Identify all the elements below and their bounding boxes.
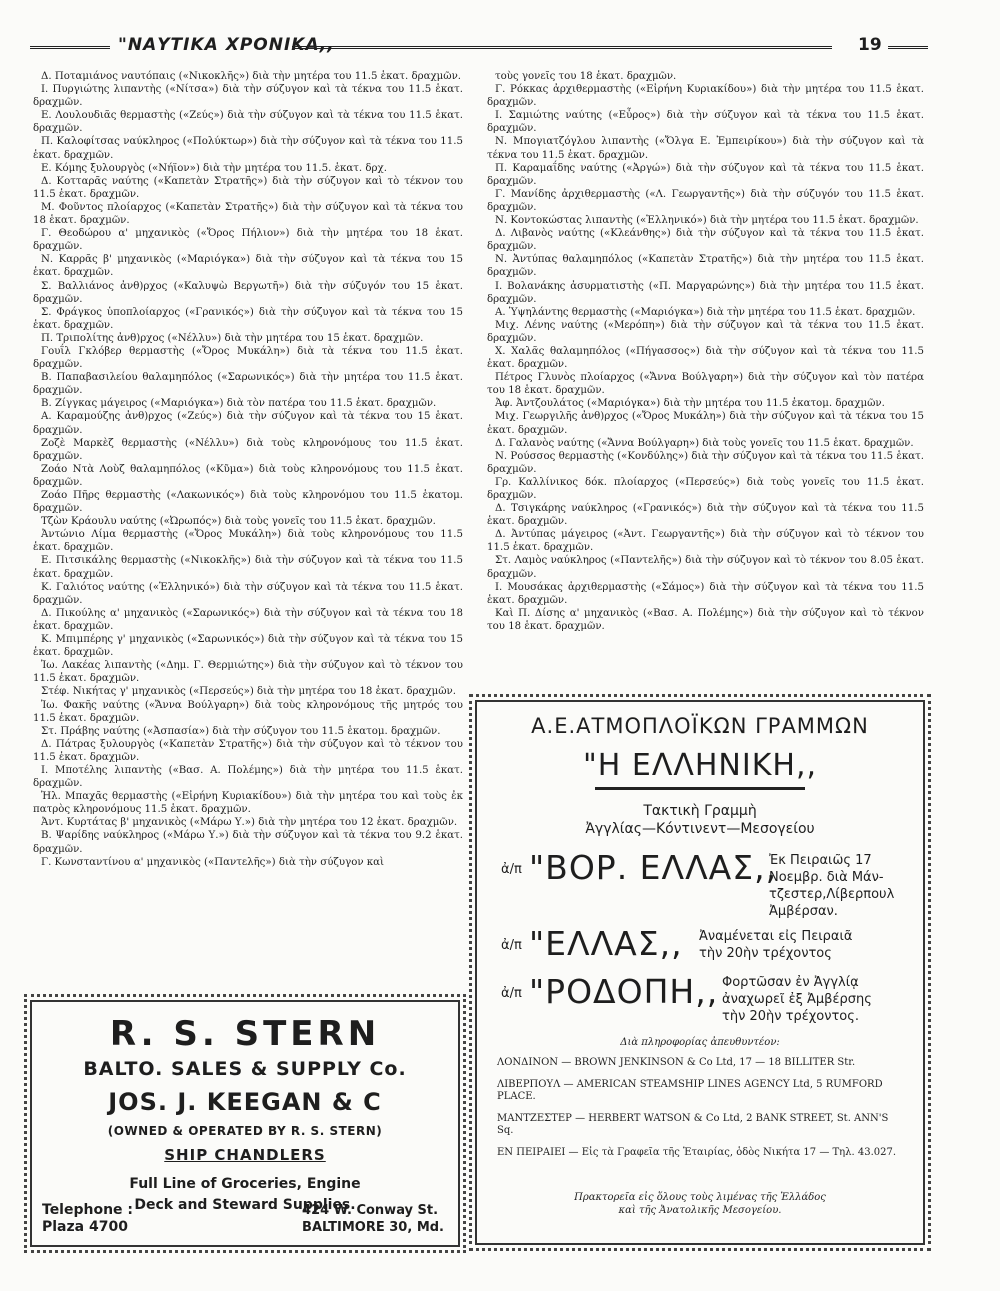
compensation-entry: Πέτρος Γλυνὸς πλοίαρχος («Ἄννα Βούλγαρη») διὰ τὴν σύζυγον καὶ τὸν πατέρα του 18 ἑκατ. δραχμῶν.: [487, 372, 924, 397]
hellenic-line2: Ἀγγλίας—Κόντινεντ—Μεσογείου: [585, 821, 815, 837]
offices-line2: καὶ τῆς Ἀνατολικῆς Μεσογείου.: [618, 1204, 782, 1216]
compensation-entry: Ι. Βολανάκης ἀσυρματιστὴς («Π. Μαργαρώνης») διὰ τὴν μητέρα του 11.5 ἑκατ. δραχμῶν.: [487, 280, 924, 305]
compensation-entry: Ν. Ρούσσος θερμαστὴς («Κονδύλης») διὰ τὴν σύζυγον καὶ τὰ τέκνα του 11.5 ἑκατ. δραχμῶν.: [487, 450, 924, 475]
stern-advertisement: [30, 1000, 460, 1247]
compensation-entry: Ζοάο Ντὰ Λοὺζ θαλαμηπόλος («Κῦμα») διὰ τοὺς κληρονόμους του 11.5 ἑκατ. δραχμῶν.: [33, 463, 463, 488]
agent-piraeus: ΕΝ ΠΕΙΡΑΙΕΙ — Εἰς τὰ Γραφεῖα τῆς Ἑταιρίας, ὁδὸς Νικήτα 17 — Τηλ. 43.027.: [497, 1146, 897, 1158]
compensation-entry: Α. Ὑψηλάντης θερμαστὴς («Μαριόγκα») διὰ τὴν μητέρα του 11.5 ἑκατ. δραχμῶν.: [495, 306, 916, 318]
stern-tel-number: Plaza 4700: [42, 1219, 128, 1235]
stern-name2: JOS. J. KEEGAN & C: [108, 1088, 382, 1116]
hellenic-offices: [477, 1192, 923, 1217]
compensation-entry: Μιχ. Λένης ναύτης («Μερόπη») διὰ τὴν σύζυγον καὶ τὰ τέκνα του 11.5 ἑκατ. δραχμῶν.: [487, 319, 924, 344]
compensation-entry: Καὶ Π. Δίσης α' μηχανικὸς («Βασ. Α. Πολέμης») διὰ τὴν σύζυγον καὶ τὸ τέκνον του 18 ἑκατ. δραχμῶν.: [487, 607, 924, 632]
ship-desc-line: τὴν 20ὴν τρέχοντος.: [722, 1009, 860, 1024]
compensation-entry: Τζὼν Κράουλυ ναύτης («Ὠρωπός») διὰ τοὺς γονεῖς του 11.5 ἑκατ. δραχμῶν.: [41, 516, 436, 528]
ship-name: "ΡΟΔΟΠΗ,,: [529, 972, 719, 1011]
ship-desc-line: Νοεμβρ. διὰ Μάν-: [769, 870, 884, 885]
hellenic-company: Α.Ε.ΑΤΜΟΠΛΟΪΚΩΝ ΓΡΑΜΜΩΝ: [531, 714, 869, 738]
compensation-entry: Μιχ. Γεωργιλῆς ἀνθ)ρχος («Ὄρος Μυκάλη») διὰ τὴν σύζυγον καὶ τὰ τέκνα του 15 ἑκατ. δραχμῶν.: [487, 411, 924, 436]
compensation-entry: Ἰω. Λακέας λιπαντὴς («Δημ. Γ. Θερμιώτης») διὰ τὴν σύζυγον καὶ τὸ τέκνον του 11.5 ἑκατ. δραχμῶν.: [33, 660, 463, 685]
ship-name: "ΒΟΡ. ΕΛΛΑΣ,,: [529, 848, 778, 887]
compensation-entry: Π. Τριπολίτης ἀνθ)ρχος («Νέλλυ») διὰ τὴν μητέρα του 15 ἑκατ. δραχμῶν.: [41, 332, 424, 344]
compensation-entry: Δ. Ἀντύπας μάγειρος («Ἀντ. Γεωργαντῆς») διὰ τὴν σύζυγον καὶ τὸ τέκνον του 11.5 ἑκατ. δραχμῶν.: [487, 529, 924, 554]
compensation-entry: Γουΐλ Γκλόβερ θερμαστὴς («Ὄρος Μυκάλη») διὰ τὰ τέκνα του 11.5 ἑκατ. δραχμῶν.: [33, 345, 463, 371]
compensation-entry: Β. Ψαρίδης ναύκληρος («Μάρω Υ.») διὰ τὴν σύζυγον καὶ τὰ τέκνα του 9.2 ἑκατ. δραχμῶν.: [33, 830, 463, 855]
compensation-entry: Ν. Κοντοκώστας λιπαντὴς («Ἑλληνικό») διὰ τὴν μητέρα του 11.5 ἑκατ. δραχμῶν.: [495, 215, 919, 227]
compensation-entry: Ν. Ἀντύπας θαλαμηπόλος («Καπετὰν Στρατῆς») διὰ τὴν μητέρα του 11.5 ἑκατ. δραχμῶν.: [487, 254, 924, 279]
compensation-entry: Ζοάο Πῆρς θερμαστὴς («Λακωνικός») διὰ τοὺς κληρονόμου του 11.5 ἑκατομ. δραχμῶν.: [33, 490, 463, 515]
magazine-title: "ΝΑΥΤΙΚΑ ΧΡΟΝΙΚΑ,,: [118, 35, 335, 55]
compensation-entry: Γ. Θεοδώρου α' μηχανικὸς («Ὄρος Πήλιον») διὰ τὴν μητέρα του 18 ἑκατ. δραχμῶν.: [33, 228, 463, 253]
ship-prefix: ἀ/π: [501, 938, 522, 953]
hellenic-brand-underline: [595, 787, 805, 790]
hellenic-route: [477, 802, 923, 838]
ship-description: [699, 928, 852, 962]
compensation-entry: Γρ. Καλλίνικος δόκ. πλοίαρχος («Περσεύς») διὰ τοὺς γονεῖς του 11.5 ἑκατ. δραχμῶν.: [487, 476, 924, 501]
agent-liverpool: ΛΙΒΕΡΠΟΥΛ — AMERICAN STEAMSHIP LINES AGENCY Ltd, 5 RUMFORD PLACE.: [497, 1078, 883, 1102]
compensation-entry: Ι. Μποτέλης λιπαντὴς («Βασ. Α. Πολέμης») διὰ τὴν μητέρα του 11.5 ἑκατ. δραχμῶν.: [33, 764, 463, 790]
compensation-entry: Δ. Τσιγκάρης ναύκληρος («Γρανικός») διὰ τὴν σύζυγον καὶ τὰ τέκνα του 11.5 ἑκατ. δραχμῶν.: [487, 503, 924, 528]
compensation-entry: Κ. Μπιμπέρης γ' μηχανικὸς («Σαρωνικός») διὰ τὴν σύζυγον καὶ τὰ τέκνα του 15 ἑκατ. δραχμῶν.: [33, 634, 463, 659]
ship-desc-line: Φορτῶσαν ἐν Ἀγγλίᾳ: [722, 975, 859, 990]
compensation-entry: Ἀφ. Ἀντζουλάτος («Μαριόγκα») διὰ τὴν μητέρα του 11.5 ἑκατομ. δραχμῶν.: [495, 398, 885, 410]
compensation-entry: Ν. Καρρᾶς β' μηχανικὸς («Μαριόγκα») διὰ τὴν σύζυγον καὶ τὰ τέκνα του 15 ἑκατ. δραχμῶν.: [33, 254, 463, 279]
compensation-entry: Στ. Πράβης ναύτης («Ἀσπασία») διὰ τὴν σύζυγον του 11.5 ἑκατομ. δραχμῶν.: [41, 725, 441, 737]
compensation-entry: Α. Καραμούζης ἀνθ)ρχος («Ζεύς») διὰ τὴν σύζυγον καὶ τὰ τέκνα του 15 ἑκατ. δραχμῶν.: [33, 411, 463, 436]
ship-name: "ΕΛΛΑΣ,,: [529, 924, 683, 963]
ship-prefix: ἀ/π: [501, 862, 522, 877]
stern-addr2: BALTIMORE 30, Md.: [302, 1220, 444, 1235]
compensation-entry: Β. Ζίγγκας μάγειρος («Μαριόγκα») διὰ τὸν πατέρα του 11.5 ἑκατ. δραχμῶν.: [41, 398, 437, 410]
compensation-entry: Ι. Πυργιώτης λιπαντὴς («Νίτσα») διὰ τὴν σύζυγον καὶ τὰ τέκνα του 11.5 ἑκατ. δραχμῶν.: [33, 84, 463, 109]
stern-address: [302, 1202, 444, 1236]
compensation-entry: Γ. Μανίδης ἀρχιθερμαστὴς («Λ. Γεωργαντῆς») διὰ τὴν σύζυγόν του 11.5 ἑκατ. δραχμῶν.: [487, 188, 924, 213]
compensation-entry: Στέφ. Νικήτας γ' μηχανικὸς («Περσεύς») διὰ τὴν μητέρα του 18 ἑκατ. δραχμῶν.: [41, 686, 456, 698]
stern-trade: SHIP CHANDLERS: [164, 1146, 326, 1164]
hellenic-line1: Τακτικὴ Γραμμὴ: [643, 803, 757, 819]
agent-london: ΛΟΝΔΙΝΟΝ — BROWN JENKINSON & Co Ltd, 17 — 18 BILLITER Str.: [497, 1057, 856, 1068]
compensation-entry: τοὺς γονεῖς του 18 ἑκατ. δραχμῶν.: [495, 71, 677, 82]
offices-line1: Πρακτορεῖα εἰς ὅλους τοὺς λιμένας τῆς Ἑλλάδος: [574, 1192, 826, 1203]
compensation-entry: Γ. Ρόκκας ἀρχιθερμαστὴς («Εἰρήνη Κυριακίδου») διὰ τὴν μητέρα του 11.5 ἑκατ. δραχμῶν.: [487, 84, 924, 109]
header-rule-right: [292, 46, 832, 49]
compensation-entry: Σ. Βαλλιάνος ἀνθ)ρχος («Καλυψὼ Βεργωτῆ») διὰ τὴν σύζυγόν του 15 ἑκατ. δραχμῶν.: [33, 280, 463, 305]
compensation-entry: Κ. Γαλιότος ναύτης («Ἑλληνικό») διὰ τὴν σύζυγον καὶ τὰ τέκνα του 11.5 ἑκατ. δραχμῶν.: [33, 581, 463, 606]
compensation-entry: Γ. Κωνσταντίνου α' μηχανικὸς («Παντελῆς») διὰ τὴν σύζυγον καὶ: [41, 856, 384, 868]
stern-company: BALTO. SALES & SUPPLY Co.: [83, 1058, 407, 1080]
compensation-entry: Π. Καραμαΐδης ναύτης («Ἀργώ») διὰ τὴν σύζυγον καὶ τὰ τέκνα του 11.5 ἑκατ. δραχμῶν.: [487, 162, 924, 187]
header-rule-left: [30, 46, 110, 49]
header-rule-page: [888, 46, 928, 49]
compensation-entry: Δ. Λιβανὸς ναύτης («Κλεάνθης») διὰ τὴν σύζυγον καὶ τὰ τέκνα του 11.5 ἑκατ. δραχμῶν.: [487, 228, 924, 253]
ship-desc-line: Ἀμβέρσαν.: [769, 904, 838, 919]
compensation-entry: Ε. Λουλουδιᾶς θερμαστὴς («Ζεύς») διὰ τὴν σύζυγον καὶ τὰ τέκνα του 11.5 ἑκατ. δραχμῶν.: [33, 110, 463, 135]
ship-desc-line: Ἐκ Πειραιῶς 17: [769, 853, 872, 868]
compensation-entry: Ζοζὲ Μαρκὲζ θερμαστὴς («Νέλλυ») διὰ τοὺς κληρονόμους του 11.5 ἑκατ. δραχμῶν.: [33, 437, 463, 462]
compensation-entry: Ἰω. Φακῆς ναύτης («Ἄννα Βούλγαρη») διὰ τοὺς κληρονόμους τῆς μητρός του 11.5 ἑκατ. δραχμῶν.: [33, 699, 463, 724]
compensation-entry: Ἠλ. Μπαχᾶς θερμαστὴς («Εἰρήνη Κυριακίδου») διὰ τὴν μητέρα του καὶ τοὺς ἐκ πατρὸς κληρονόμους 11.5 ἑκατ. δραχμῶν.: [33, 791, 463, 816]
right-text-column: [487, 70, 924, 633]
page-number: 19: [858, 35, 882, 55]
stern-name: R. S. STERN: [109, 1014, 381, 1054]
compensation-entry: Ἀντώνιο Λίμα θερμαστὴς («Ὄρος Μυκάλη») διὰ τοὺς κληρονόμους του 11.5 ἑκατ. δραχμῶν.: [33, 529, 463, 554]
compensation-entry: Δ. Ποταμιάνος ναυτόπαις («Νικοκλῆς») διὰ τὴν μητέρα του 11.5 ἑκατ. δραχμῶν.: [41, 71, 462, 82]
compensation-entry: Ι. Μουσάκας ἀρχιθερμαστὴς («Σάμος») διὰ τὴν σύζυγον καὶ τὰ τέκνα του 11.5 ἑκατ. δραχμῶν.: [487, 581, 924, 606]
stern-tel-label: Telephone :: [42, 1202, 134, 1218]
hellenic-info-header: Διὰ πληροφορίας ἀπευθυντέον:: [620, 1037, 780, 1048]
hellenic-brand: "Η ΕΛΛΗΝΙΚΗ,,: [582, 748, 818, 783]
compensation-entry: Δ. Γαλανὸς ναύτης («Ἄννα Βούλγαρη») διὰ τοὺς γονεῖς του 11.5 ἑκατ. δραχμῶν.: [495, 437, 914, 449]
compensation-entry: Π. Καλοφίτσας ναύκληρος («Πολύκτωρ») διὰ τὴν σύζυγον καὶ τὰ τέκνα του 11.5 ἑκατ. δραχμῶν.: [33, 136, 463, 161]
compensation-entry: Δ. Κοτταρᾶς ναύτης («Καπετὰν Στρατῆς») διὰ τὴν σύζυγον καὶ τὸ τέκνον του 11.5 ἑκατ. δραχμῶν.: [33, 175, 463, 200]
ship-desc-line: τὴν 20ὴν τρέχοντος: [699, 946, 832, 961]
ship-description: [769, 852, 894, 920]
left-text-column: [33, 70, 463, 869]
ship-description: [722, 974, 872, 1025]
compensation-entry: Ι. Σαμιώτης ναύτης («Εὖρος») διὰ τὴν σύζυγον καὶ τὰ τέκνα του 11.5 ἑκατ. δραχμῶν.: [487, 110, 924, 135]
stern-addr1: 424 W. Conway St.: [302, 1203, 439, 1218]
stern-telephone: [42, 1202, 133, 1236]
compensation-entry: Ν. Μπογιατζόγλου λιπαντὴς («Ὄλγα Ε. Ἐμπειρίκου») διὰ τὴν σύζυγον καὶ τὰ τέκνα του 11.5 ἑκατ. δραχμῶν.: [487, 136, 924, 161]
ship-prefix: ἀ/π: [501, 986, 522, 1001]
compensation-entry: Δ. Πικούλης α' μηχανικὸς («Σαρωνικός») διὰ τὴν σύζυγον καὶ τὰ τέκνα του 18 ἑκατ. δραχμῶν.: [33, 607, 463, 632]
compensation-entry: Μ. Φοῦντος πλοίαρχος («Καπετὰν Στρατῆς») διὰ τὴν σύζυγον καὶ τὰ τέκνα του 18 ἑκατ. δραχμῶν.: [33, 201, 463, 227]
compensation-entry: Δ. Πάτρας ξυλουργὸς («Καπετὰν Στρατῆς») διὰ τὴν σύζυγον καὶ τὸ τέκνον του 11.5 ἑκατ. δραχμῶν.: [33, 738, 463, 763]
compensation-entry: Στ. Λαμὸς ναύκληρος («Παντελῆς») διὰ τὴν σύζυγον καὶ τὸ τέκνον του 8.05 ἑκατ. δραχμῶν.: [487, 555, 924, 580]
compensation-entry: Ε. Πιτσικάλης θερμαστὴς («Νικοκλῆς») διὰ τὴν σύζυγον καὶ τὰ τέκνα του 11.5 ἑκατ. δραχμῶν.: [33, 555, 463, 580]
compensation-entry: Χ. Χαλᾶς θαλαμηπόλος («Πήγασσος») διὰ τὴν σύζυγον καὶ τὰ τέκνα του 11.5 ἑκατ. δραχμῶν.: [487, 345, 924, 371]
compensation-entry: Ἀντ. Κυρτάτας β' μηχανικὸς («Μάρω Υ.») διὰ τὴν μητέρα του 12 ἑκατ. δραχμῶν.: [41, 817, 458, 829]
ship-desc-line: Ἀναμένεται εἰς Πειραιᾶ: [699, 929, 853, 944]
stern-line1: Full Line of Groceries, Engine: [129, 1176, 361, 1192]
agent-manchester: ΜΑΝΤΖΕΣΤΕΡ — HERBERT WATSON & Co Ltd, 2 BANK STREET, St. ANN'S Sq.: [497, 1112, 889, 1136]
compensation-entry: Σ. Φράγκος ὑποπλοίαρχος («Γρανικός») διὰ τὴν σύζυγον καὶ τὰ τέκνα του 15 ἑκατ. δραχμῶν.: [33, 306, 463, 331]
hellenic-agents: [497, 1057, 907, 1168]
ship-desc-line: τζεστερ,Λίβερπουλ: [769, 887, 895, 902]
ship-desc-line: ἀναχωρεῖ ἐξ Ἀμβέρσης: [722, 992, 872, 1007]
compensation-entry: Β. Παπαβασιλείου θαλαμηπόλος («Σαρωνικός») διὰ τὴν μητέρα του 11.5 ἑκατ. δραχμῶν.: [33, 372, 463, 397]
stern-owned: (OWNED & OPERATED BY R. S. STERN): [107, 1124, 383, 1138]
compensation-entry: Ε. Κόμης ξυλουργὸς («Νήϊον») διὰ τὴν μητέρα του 11.5. ἑκατ. δρχ.: [41, 162, 387, 174]
stern-line2: Deck and Steward Supplies.: [134, 1197, 356, 1213]
hellenic-lines-advertisement: [475, 700, 925, 1245]
